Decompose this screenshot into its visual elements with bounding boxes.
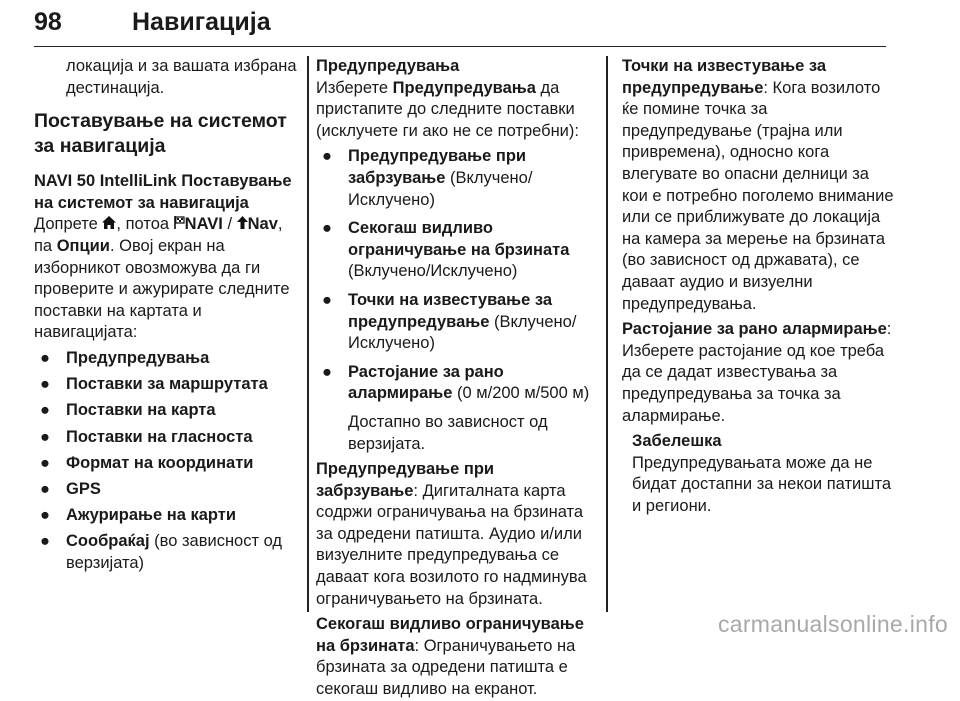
continued-text: локација и за вашата избрана дестинација.	[66, 57, 297, 97]
list-item: ● Поставки за маршрутата	[40, 375, 268, 394]
availability-note: Достапно во зависност од верзијата.	[348, 412, 548, 453]
column-divider-2	[606, 56, 608, 612]
home-icon	[102, 215, 116, 233]
flag-icon	[174, 215, 185, 233]
list-item: ● Поставки на карта	[40, 401, 216, 420]
watermark: carmanualsonline.info	[717, 611, 948, 637]
list-item: ● Ажурирање на карти	[40, 506, 237, 525]
warnings-intro: Изберете Предупредувања да пристапите до следните поставки (исклучете ги ако не се потребни):	[316, 78, 579, 140]
list-item: ● Секогаш видливо ограничување на брзината (Вклучено/Исклучено)	[322, 219, 570, 281]
alarm-distance-paragraph: Растојание за рано алармирање: Изберете растојание од кое треба да се дадат известувања за предупредувања за точка за алармирање.	[622, 320, 892, 425]
page-header	[34, 6, 886, 47]
list-item: ● Сообраќај (во зависност од верзијата)	[40, 532, 283, 572]
list-item: ● Предупредување при забрзување (Вклучено/ Исклучено)	[322, 147, 533, 209]
speed-limit-paragraph: Секогаш видливо ограничување на брзината: Ограничувањето на брзината за одредени патишта е секогаш видливо на екранот.	[316, 615, 584, 699]
column-1	[34, 56, 304, 579]
column-2	[316, 56, 598, 701]
column-3	[622, 56, 894, 517]
warnings-list	[316, 146, 598, 405]
list-item: ● Поставки на гласноста	[40, 427, 253, 446]
arrow-up-icon	[237, 215, 248, 233]
list-item: ● Формат на координати	[40, 453, 254, 472]
note-box	[632, 431, 894, 517]
speeding-warning-paragraph: Предупредување при забрзување: Дигиталната карта содржи ограничувања на брзината за одредени патишта. Аудио и/или визуелните предупредувања се даваат кога возилото го надминува ограничувањето на брзината.	[316, 460, 587, 608]
warning-points-paragraph: Точки на известување за предупредување: Кога возилото ќе помине точка за предупредување (трајна или привремена), односно кога влегувате во опасни делници за кои е потребно поголемо внимание или се приближувате до локација на камера за мерење на брзината (во зависност од државата), се даваат аудио и визуелни предупредувања.	[622, 57, 894, 313]
list-item: ● GPS	[40, 479, 101, 498]
page-title: Навигација	[132, 8, 271, 36]
subsection-heading: NAVI 50 IntelliLink Поставување на системот за навигација	[34, 172, 292, 212]
note-title: Забелешка	[632, 432, 722, 451]
list-item: ● Растојание за рано алармирање (0 м/200 м/500 м)	[322, 362, 590, 403]
warnings-heading: Предупредувања	[316, 57, 460, 75]
settings-list	[34, 348, 304, 575]
column-divider-1	[307, 56, 309, 612]
list-item: ● Точки на известување за предупредување (Вклучено/ Исклучено)	[322, 290, 577, 353]
note-text: Предупредувањата може да не бидат достапни за некои патишта и региони.	[632, 453, 892, 515]
page-number: 98	[34, 8, 62, 36]
list-item: ● Предупредувања	[40, 348, 210, 367]
intro-paragraph: Допрете , потоа NAVI / Nav, па Опции. Овој екран на изборникот овозможува да ги проверите и ажурирате следните поставки на картата и навигацијата:	[34, 215, 290, 342]
section-title: Поставување на системот за навигација	[34, 110, 287, 158]
